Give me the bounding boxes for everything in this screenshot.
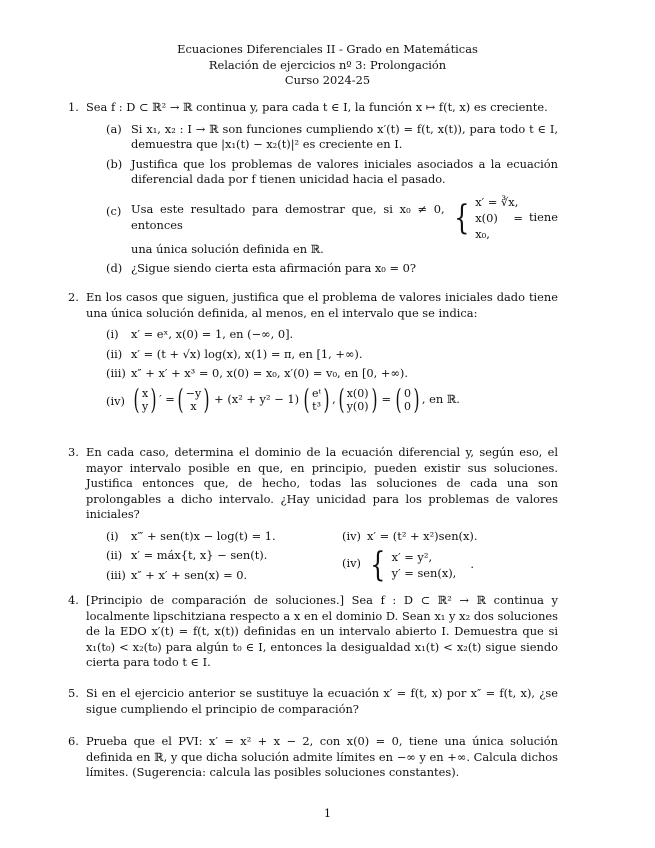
vector-forcing: ( eᵗ t³ )	[303, 382, 330, 416]
subitem-label: (iv)	[106, 393, 125, 408]
subitem-label: (ii)	[106, 346, 123, 361]
exercise-5	[68, 686, 558, 717]
subitem-text: una única solución definida en ℝ.	[131, 241, 324, 256]
subitem-text: x″ + x′ + x³ = 0, x(0) = x₀, x′(0) = v₀, en [0, +∞).	[131, 366, 409, 380]
subitem-iv	[342, 529, 558, 545]
exercise-number: 1.	[68, 100, 79, 114]
subitem-label: (b)	[106, 156, 123, 171]
subitem-label: (iv)	[342, 528, 361, 543]
exercise-number: 2.	[68, 290, 79, 304]
subitem-label: (i)	[106, 327, 119, 341]
system-equation: x′ = y²,	[391, 550, 433, 564]
exercise-2	[68, 290, 558, 418]
exercise-number: 6.	[68, 734, 79, 748]
subitem-text: x′ = eˣ, x(0) = 1, en (−∞, 0].	[131, 327, 294, 341]
exercise-intro: En cada caso, determina el dominio de la ecuación diferencial y, según eso, el mayor intervalo posible en que, en principio, pueden existir sus soluciones. Justifica entonces que, de hecho, todas las soluciones de cada una son prolongables a dicho intervalo. ¿Hay unicidad para los problemas de valores iniciales?	[86, 445, 558, 521]
subitem-text: Usa este resultado para demostrar que, si x₀ ≠ 0, entonces	[131, 202, 445, 232]
ivp-system: { x′ = ∛x, x(0) = x₀,	[453, 194, 523, 241]
subitem-label: (d)	[106, 261, 123, 275]
exercise-intro: Sea f : D ⊂ ℝ² → ℝ continua y, para cada t ∈ I, la función x ↦ f(t, x) es creciente.	[86, 100, 548, 114]
subitem-text: ¿Sigue siendo cierta esta afirmación para x₀ = 0?	[131, 261, 416, 275]
subitem-iv	[106, 382, 558, 416]
subitem-i	[106, 327, 558, 343]
document-header	[0, 42, 655, 89]
subitem-label: (iv)	[342, 556, 361, 570]
course-title: Ecuaciones Diferenciales II - Grado en Matemáticas	[177, 42, 478, 56]
exercise-text: Si en el ejercicio anterior se sustituye la ecuación x′ = f(t, x) por x″ = f(t, x), ¿se sigue cumpliendo el principio de comparación?	[86, 686, 558, 716]
exercise-6	[68, 734, 558, 781]
subitem-text: x′ = (t + √x) log(x), x(1) = π, en [1, +∞).	[131, 346, 363, 361]
subitem-ii	[106, 347, 558, 363]
exercise-number: 5.	[68, 686, 79, 700]
subitem-text: x′ = máx{t, x} − sen(t).	[131, 548, 268, 562]
equation-text: ,	[332, 391, 336, 406]
subitem-text: Justifica que los problemas de valores iniciales asociados a la ecuación diferencial dada por f tienen unicidad hacia el pasado.	[131, 156, 558, 186]
page-number: 1	[323, 806, 332, 820]
subitem-ii	[106, 548, 322, 564]
subitem-text: x‴ + sen(t)x − log(t) = 1.	[131, 528, 276, 543]
subitem-iv-system	[342, 545, 558, 585]
subitem-text: x′ = (t² + x²)sen(x).	[367, 528, 478, 543]
subitem-label: (iii)	[106, 567, 126, 582]
exercise-number: 3.	[68, 445, 79, 459]
exercise-number: 4.	[68, 593, 79, 607]
exercise-3	[68, 445, 558, 587]
equation-text: =	[381, 391, 391, 406]
subitem-i	[106, 529, 322, 545]
vector-zero: ( 0 0 )	[395, 382, 420, 416]
subitem-iii	[106, 568, 322, 584]
subitem-a	[106, 122, 558, 153]
exercise-1	[68, 100, 558, 281]
subitem-text: x″ + x′ + sen(x) = 0.	[131, 567, 248, 582]
vector-xy: ( x y )	[133, 382, 157, 416]
subitem-label: (a)	[106, 121, 122, 136]
academic-year: Curso 2024-25	[284, 73, 371, 88]
system-equation: x′ = ∛x,	[475, 194, 519, 209]
exercise-text: [Principio de comparación de soluciones.] Sea f : D ⊂ ℝ² → ℝ continua y localmente lipschitziana respecto a x en el dominio D. Sean x₁ y x₂ dos soluciones de la EDO x′(t) = f(t, x(t)) definidas en un intervalo abierto I. Demuestra que si x₁(t₀) < x₂(t₀) para algún t₀ ∈ I, entonces la desigualdad x₁(t) < x₂(t) sigue siendo cierta para todo t ∈ I.	[86, 593, 558, 669]
subitem-text: Si x₁, x₂ : I → ℝ son funciones cumpliendo x′(t) = f(t, x(t)), para todo t ∈ I, demuestra que |x₁(t) − x₂(t)|² es creciente en I.	[131, 121, 558, 151]
vector-initial: ( x(0) y(0) )	[338, 382, 377, 416]
subitem-text: tiene	[528, 209, 558, 224]
equation-text: .	[470, 557, 474, 572]
system-equation: y′ = sen(x),	[391, 566, 457, 580]
subitem-label: (iii)	[106, 366, 126, 380]
subitem-c	[106, 194, 558, 258]
exercise-text: Prueba que el PVI: x′ = x² + x − 2, con x(0) = 0, tiene una única solución definida en ℝ, y que dicha solución admite límites en −∞ y en +∞. Calcula dichos límites. (Sugerencia: calcula las posibles soluciones constantes).	[86, 734, 558, 779]
equation-text: ′ =	[159, 391, 175, 406]
subitem-iii	[106, 366, 558, 382]
equation-text: , en ℝ.	[421, 391, 460, 406]
exercise-4	[68, 593, 558, 671]
subitem-label: (c)	[106, 203, 122, 218]
subitem-label: (i)	[106, 528, 119, 543]
system-initial-condition: x(0) = x₀,	[475, 210, 523, 241]
subitem-d	[106, 261, 558, 277]
ode-system: { x′ = y², y′ = sen(x), .	[370, 545, 474, 585]
exercise-intro: En los casos que siguen, justifica que el problema de valores iniciales dado tiene una única solución definida, al menos, en el intervalo que se indica:	[86, 290, 558, 320]
vector-rotation: ( −y x )	[177, 382, 210, 416]
equation-text: + (x² + y² − 1)	[214, 391, 300, 406]
subitem-b	[106, 157, 558, 188]
sheet-title: Relación de ejercicios nº 3: Prolongación	[208, 57, 447, 72]
subitem-label: (ii)	[106, 548, 123, 562]
